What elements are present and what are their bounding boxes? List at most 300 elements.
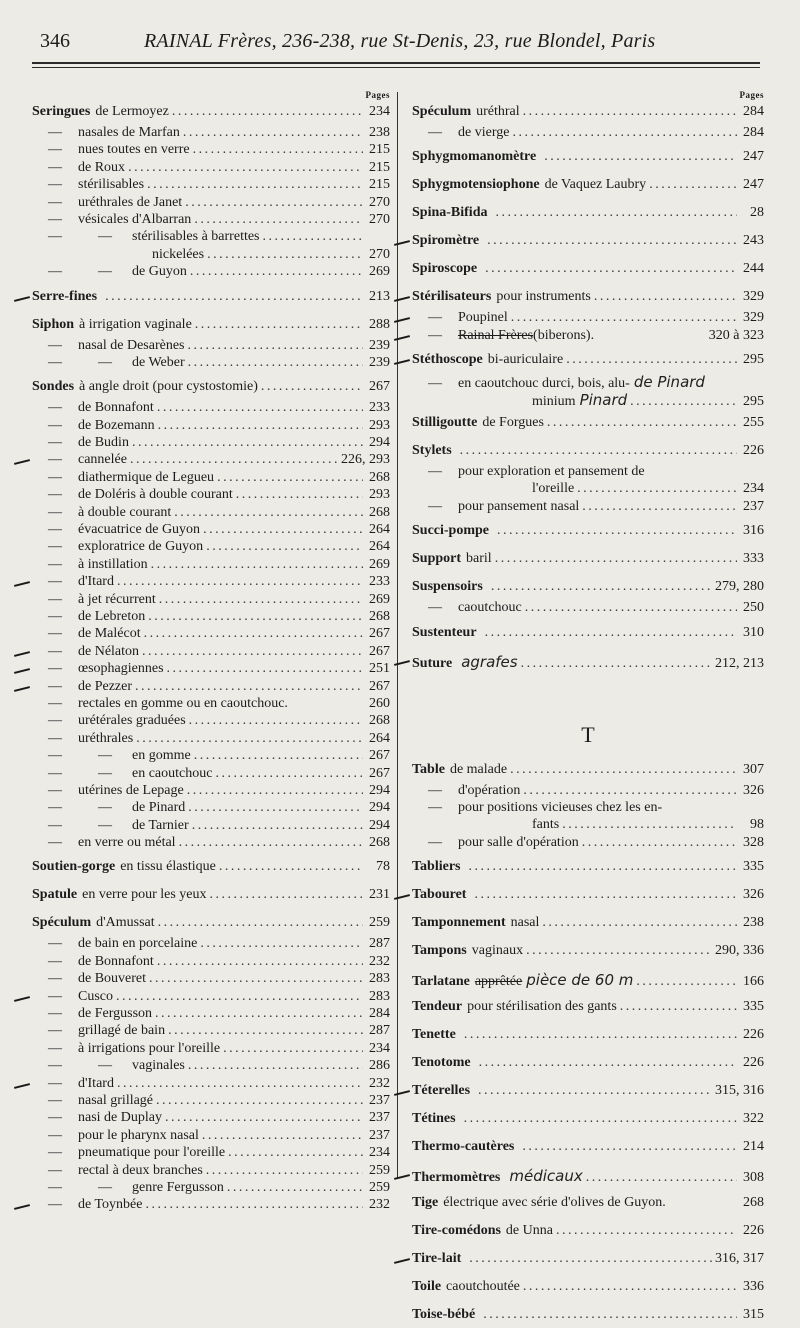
index-entry (32, 887, 390, 908)
index-entry (32, 470, 390, 487)
page-reference: 284 (743, 125, 764, 140)
entry-text: nasal de Desarènes (78, 337, 185, 353)
entry-keyword: Siphon (32, 316, 75, 332)
index-entry (32, 142, 390, 159)
index-entry (32, 1145, 390, 1162)
dot-leader (174, 505, 363, 521)
entry-text: utérines de Lepage (78, 782, 184, 798)
index-entry (32, 989, 390, 1006)
page-reference: 234 (369, 1040, 390, 1056)
page-reference: 270 (369, 211, 390, 227)
dot-leader (478, 1083, 712, 1099)
page-reference: 316, 317 (715, 1251, 764, 1267)
page-reference: 269 (369, 591, 390, 607)
ditto-dash: — (48, 835, 62, 851)
entry-keyword: Serre-fines (32, 288, 98, 304)
entry-text: nues toutes en verre (78, 142, 190, 158)
entry-text: pour salle d'opération (458, 834, 579, 850)
entry-keyword: Stylets (412, 442, 452, 458)
index-entry (32, 1058, 390, 1075)
index-entry (32, 338, 390, 355)
entry-text: stérilisables à barrettes (132, 229, 260, 245)
index-entry (412, 464, 764, 481)
header-rule-thick (32, 62, 760, 64)
pencil-tick-mark (14, 686, 30, 692)
index-entry (32, 487, 390, 504)
index-entry (32, 1163, 390, 1180)
dot-leader (586, 1170, 737, 1186)
page-reference: 316 (743, 523, 764, 539)
index-entry (412, 1027, 764, 1048)
page-reference: 322 (743, 1111, 764, 1127)
dot-leader (136, 731, 363, 747)
dot-leader (483, 1307, 737, 1323)
dot-leader (145, 1197, 363, 1213)
entry-text: de Bozemann (78, 417, 155, 433)
dot-leader (227, 1180, 363, 1196)
dot-leader (167, 661, 363, 677)
dot-leader (474, 887, 737, 903)
ditto-dash: — (48, 487, 62, 503)
entry-text: vaginales (132, 1058, 185, 1074)
page-reference: 234 (369, 104, 390, 119)
dot-leader (495, 205, 737, 221)
ditto-dash: — (48, 1006, 62, 1022)
index-entry (412, 261, 764, 282)
ditto-dash: — (48, 1127, 62, 1143)
page-reference: 226, 293 (341, 452, 390, 468)
index-entry (412, 149, 764, 170)
index-entry (32, 247, 390, 264)
dot-leader (217, 470, 363, 486)
dot-leader (203, 522, 363, 538)
struck-text: Rainal Frères (458, 327, 534, 343)
pencil-tick-mark (14, 668, 30, 674)
entry-text: de Pinard (132, 800, 186, 816)
dot-leader (188, 1058, 363, 1074)
ditto-dash: — (48, 936, 62, 952)
dot-leader (236, 487, 363, 503)
entry-text: nasal (510, 915, 540, 931)
page-reference: 259 (369, 1162, 390, 1178)
page-reference: 237 (369, 1092, 390, 1108)
dot-leader (194, 212, 363, 228)
page-reference: 226 (743, 442, 764, 458)
page-reference: 233 (369, 574, 390, 590)
page-reference: 215 (369, 142, 390, 158)
handwritten-annotation: agrafes (461, 652, 518, 671)
index-entry (32, 644, 390, 661)
index-entry (32, 859, 390, 880)
column-divider (397, 92, 398, 1178)
entry-keyword: Soutien-gorge (32, 859, 116, 875)
index-entry (412, 205, 764, 226)
ditto-dash: — (48, 417, 62, 433)
ditto-dash: — (48, 695, 62, 711)
entry-keyword: Tabliers (412, 859, 461, 875)
entry-text: nasal grillagé (78, 1092, 154, 1108)
index-entry (32, 1076, 390, 1093)
entry-text: diathermique de Legueu (78, 469, 215, 485)
index-entry (32, 748, 390, 765)
dot-leader (562, 817, 737, 833)
index-entry (32, 800, 390, 817)
index-entry (32, 818, 390, 835)
entry-text: à irrigation vaginale (79, 316, 192, 332)
page-reference: 269 (369, 556, 390, 572)
left-index-column (32, 90, 390, 1215)
index-entry (32, 696, 390, 713)
index-entry (32, 626, 390, 643)
entry-text: à irrigations pour l'oreille (78, 1040, 221, 1056)
page-reference: 315 (743, 1307, 764, 1323)
dot-leader (149, 971, 363, 987)
entry-keyword: Support (412, 551, 462, 567)
ditto-dash: — (48, 142, 62, 158)
ditto-dash: — (48, 782, 62, 798)
entry-text: uréthral (476, 104, 520, 119)
index-entry (32, 1110, 390, 1127)
entry-text: de Malécot (78, 626, 141, 642)
page-reference: 215 (369, 159, 390, 175)
handwritten-annotation: pièce de 60 m (526, 971, 634, 990)
page-reference: 243 (743, 233, 764, 249)
ditto-dash: — (48, 159, 62, 175)
page-reference: 268 (743, 1195, 764, 1211)
index-entry (32, 229, 390, 246)
page-reference: 328 (743, 834, 764, 850)
index-entry (412, 104, 764, 125)
ditto-dash: — (48, 1110, 62, 1126)
entry-text: en gomme (132, 748, 191, 764)
entry-text: de vierge (458, 125, 510, 140)
page-reference: 288 (369, 316, 390, 332)
page-reference: 283 (369, 988, 390, 1004)
entry-text: de Bonnafont (78, 400, 154, 416)
index-entry (412, 817, 764, 834)
ditto-dash: — (48, 1092, 62, 1108)
page-reference: 238 (369, 125, 390, 140)
dot-leader (460, 443, 737, 459)
page-reference: 244 (743, 261, 764, 277)
page-reference: 247 (743, 149, 764, 165)
index-entry (412, 887, 764, 908)
entry-text: œsophagiennes (78, 661, 164, 677)
entry-text: cannelée (78, 452, 127, 468)
page-reference: 335 (743, 999, 764, 1015)
left-entry-list (32, 104, 390, 1215)
dot-leader (158, 915, 363, 931)
page-reference: 215 (369, 177, 390, 193)
dot-leader (206, 1163, 363, 1179)
dot-leader (179, 835, 363, 851)
page-reference: 335 (743, 859, 764, 875)
entry-text: de malade (449, 761, 508, 777)
index-entry (412, 653, 764, 674)
index-entry (412, 625, 764, 646)
entry-keyword: Spéculum (32, 915, 92, 931)
dot-leader (215, 766, 363, 782)
dot-leader (649, 177, 737, 193)
entry-text: rectal à deux branches (78, 1162, 203, 1178)
entry-text: pour instruments (496, 289, 591, 305)
page-reference: 268 (369, 608, 390, 624)
index-entry (412, 373, 764, 390)
entry-keyword: Stilligoutte (412, 414, 478, 430)
page-reference: 255 (743, 414, 764, 430)
index-entry (412, 835, 764, 852)
entry-keyword: Thermo-cautères (412, 1139, 515, 1155)
index-entry (32, 264, 390, 281)
page-reference: 329 (743, 310, 764, 326)
entry-keyword: Tenotome (412, 1055, 471, 1071)
index-entry (412, 391, 764, 408)
page-reference: 234 (369, 1145, 390, 1161)
entry-keyword: Toise-bébé (412, 1307, 476, 1323)
running-title: RAINAL Frères, 236-238, rue St-Denis, 23, rue Blondel, Paris (144, 30, 656, 52)
page-reference: 287 (369, 1023, 390, 1039)
pencil-tick-mark (14, 460, 30, 466)
entry-keyword: Sphygmomanomètre (412, 149, 537, 165)
dot-leader (223, 1041, 363, 1057)
dot-leader (105, 289, 363, 305)
ditto-dash: — (428, 125, 442, 140)
dot-leader (594, 289, 737, 305)
entry-text: en tissu élastique (120, 859, 216, 875)
dot-leader (547, 415, 737, 431)
entry-keyword: Tabouret (412, 887, 467, 903)
ditto-dash: — (428, 327, 442, 343)
ditto-dash: — (98, 1179, 112, 1195)
entry-keyword: Tire-lait (412, 1251, 462, 1267)
page-reference: 268 (369, 713, 390, 729)
entry-keyword: Table (412, 761, 445, 777)
index-entry (32, 1041, 390, 1058)
dot-leader (188, 338, 363, 354)
page-reference: 267 (369, 748, 390, 764)
page-reference: 237 (369, 1127, 390, 1143)
entry-keyword: Seringues (32, 104, 91, 119)
dot-leader (195, 317, 363, 333)
entry-text: rectales en gomme ou en caoutchouc. (78, 695, 288, 711)
entry-text: de Nélaton (78, 643, 140, 659)
ditto-dash: — (48, 1023, 62, 1039)
page-reference: 250 (743, 600, 764, 616)
dot-leader (219, 859, 363, 875)
entry-keyword: Thermomètres (412, 1170, 501, 1186)
entry-text: de Lermoyez (95, 104, 169, 119)
page-reference: 333 (743, 551, 764, 567)
index-entry (32, 400, 390, 417)
ditto-dash: — (48, 817, 62, 833)
entry-keyword: Sustenteur (412, 624, 477, 640)
page-reference: 336 (743, 1279, 764, 1295)
header-rule-thin (32, 67, 760, 68)
ditto-dash: — (48, 1075, 62, 1091)
page-reference: 268 (369, 469, 390, 485)
dot-leader (523, 104, 737, 120)
index-entry (412, 800, 764, 817)
entry-text: fants (532, 817, 560, 833)
ditto-dash: — (48, 765, 62, 781)
page-reference: 284 (743, 104, 764, 119)
ditto-dash: — (48, 626, 62, 642)
index-entry (32, 125, 390, 142)
dot-leader (487, 233, 737, 249)
page-reference: 315, 316 (715, 1083, 764, 1099)
ditto-dash: — (48, 177, 62, 193)
page-reference: 270 (369, 194, 390, 210)
ditto-dash: — (428, 463, 442, 479)
entry-text: en caoutchouc durci, bois, alu- (458, 376, 630, 392)
ditto-dash: — (48, 469, 62, 485)
entry-text: pour positions vicieuses chez les en- (458, 799, 663, 815)
entry-keyword: Tamponnement (412, 915, 506, 931)
entry-text: de bain en porcelaine (78, 936, 198, 952)
dot-leader (128, 160, 363, 176)
dot-leader (556, 1223, 737, 1239)
index-entry (32, 557, 390, 574)
entry-keyword: Spiroscope (412, 261, 478, 277)
page-reference: 283 (369, 971, 390, 987)
entry-text: de Bouveret (78, 971, 147, 987)
index-entry (32, 177, 390, 194)
index-entry (412, 999, 764, 1020)
ditto-dash: — (48, 953, 62, 969)
dot-leader (165, 1110, 363, 1126)
index-entry (32, 505, 390, 522)
index-entry (412, 233, 764, 254)
dot-leader (151, 557, 363, 573)
ditto-dash: — (48, 1040, 62, 1056)
index-entry (32, 104, 390, 125)
page-reference: 28 (750, 205, 764, 221)
page-reference: 307 (743, 761, 764, 777)
dot-leader (469, 859, 738, 875)
pencil-tick-mark (14, 996, 30, 1002)
index-entry (412, 1279, 764, 1300)
dot-leader (523, 1279, 737, 1295)
ditto-dash: — (48, 452, 62, 468)
index-entry (32, 317, 390, 338)
index-entry (412, 352, 764, 373)
index-entry (32, 936, 390, 953)
index-entry (412, 1083, 764, 1104)
page-reference: 267 (369, 678, 390, 694)
index-entry (32, 539, 390, 556)
page-reference: 294 (369, 817, 390, 833)
dot-leader (582, 499, 737, 515)
page-reference: 214 (743, 1139, 764, 1155)
dot-leader (116, 989, 363, 1005)
entry-text: de Pezzer (78, 678, 133, 694)
ditto-dash: — (98, 354, 112, 370)
entry-text: en caoutchouc (132, 765, 213, 781)
ditto-dash: — (48, 1162, 62, 1178)
dot-leader (521, 656, 712, 672)
ditto-dash: — (48, 504, 62, 520)
entry-keyword: Spiromètre (412, 233, 480, 249)
index-entry (412, 1111, 764, 1132)
pencil-tick-mark (14, 1083, 30, 1089)
ditto-dash: — (48, 522, 62, 538)
page-reference: 212, 213 (715, 655, 764, 671)
handwritten-annotation: Pinard (579, 390, 628, 409)
page-reference: 260 (369, 695, 390, 711)
page-reference: 267 (369, 379, 390, 395)
page-reference: 226 (743, 1027, 764, 1043)
dot-leader (630, 394, 737, 410)
page-reference: 295 (743, 393, 764, 409)
index-entry (32, 661, 390, 678)
entry-text: de Fergusson (78, 1006, 153, 1022)
ditto-dash: — (48, 556, 62, 572)
dot-leader (117, 574, 363, 590)
index-entry (412, 579, 764, 600)
dot-leader (261, 379, 363, 395)
page-reference: 269 (369, 264, 390, 280)
entry-text: de Bonnafont (78, 953, 154, 969)
page-reference: 237 (743, 498, 764, 514)
dot-leader (491, 579, 712, 595)
page-reference: 294 (369, 782, 390, 798)
page-reference: 232 (369, 1075, 390, 1091)
dot-leader (210, 887, 363, 903)
pencil-tick-mark (14, 1204, 30, 1210)
entry-text: de Roux (78, 159, 126, 175)
index-entry (412, 600, 764, 617)
index-entry (32, 418, 390, 435)
index-entry (32, 1023, 390, 1040)
page-reference: 294 (369, 800, 390, 816)
index-entry (412, 523, 764, 544)
dot-leader (135, 679, 363, 695)
page-reference: 264 (369, 522, 390, 538)
dot-leader (132, 435, 363, 451)
entry-text: vaginaux (471, 943, 524, 959)
page-reference: 286 (369, 1058, 390, 1074)
index-entry (32, 212, 390, 229)
page-reference: 308 (743, 1170, 764, 1186)
entry-text: à angle droit (pour cystostomie) (79, 379, 258, 395)
entry-text: à jet récurrent (78, 591, 156, 607)
ditto-dash: — (48, 661, 62, 677)
entry-keyword: Spatule (32, 887, 78, 903)
index-entry (412, 481, 764, 498)
page-reference: 284 (369, 1006, 390, 1022)
ditto-dash: — (98, 264, 112, 280)
dot-leader (577, 481, 737, 497)
page-reference: 287 (369, 936, 390, 952)
pages-column-label: Pages (365, 90, 390, 100)
ditto-dash: — (48, 574, 62, 590)
entry-text: de Lebreton (78, 608, 146, 624)
page-reference: 213 (369, 288, 390, 304)
index-entry (412, 915, 764, 936)
page-reference: 239 (369, 337, 390, 353)
dot-leader (192, 818, 363, 834)
page-reference: 239 (369, 354, 390, 370)
dot-leader (479, 1055, 737, 1071)
entry-keyword: Tétines (412, 1111, 456, 1127)
entry-keyword: Sondes (32, 379, 75, 395)
ditto-dash: — (48, 608, 62, 624)
ditto-dash: — (98, 229, 112, 245)
index-entry (412, 499, 764, 516)
handwritten-annotation: de Pinard (633, 373, 705, 392)
dot-leader (636, 974, 737, 990)
entry-text: d'Amussat (96, 915, 155, 931)
